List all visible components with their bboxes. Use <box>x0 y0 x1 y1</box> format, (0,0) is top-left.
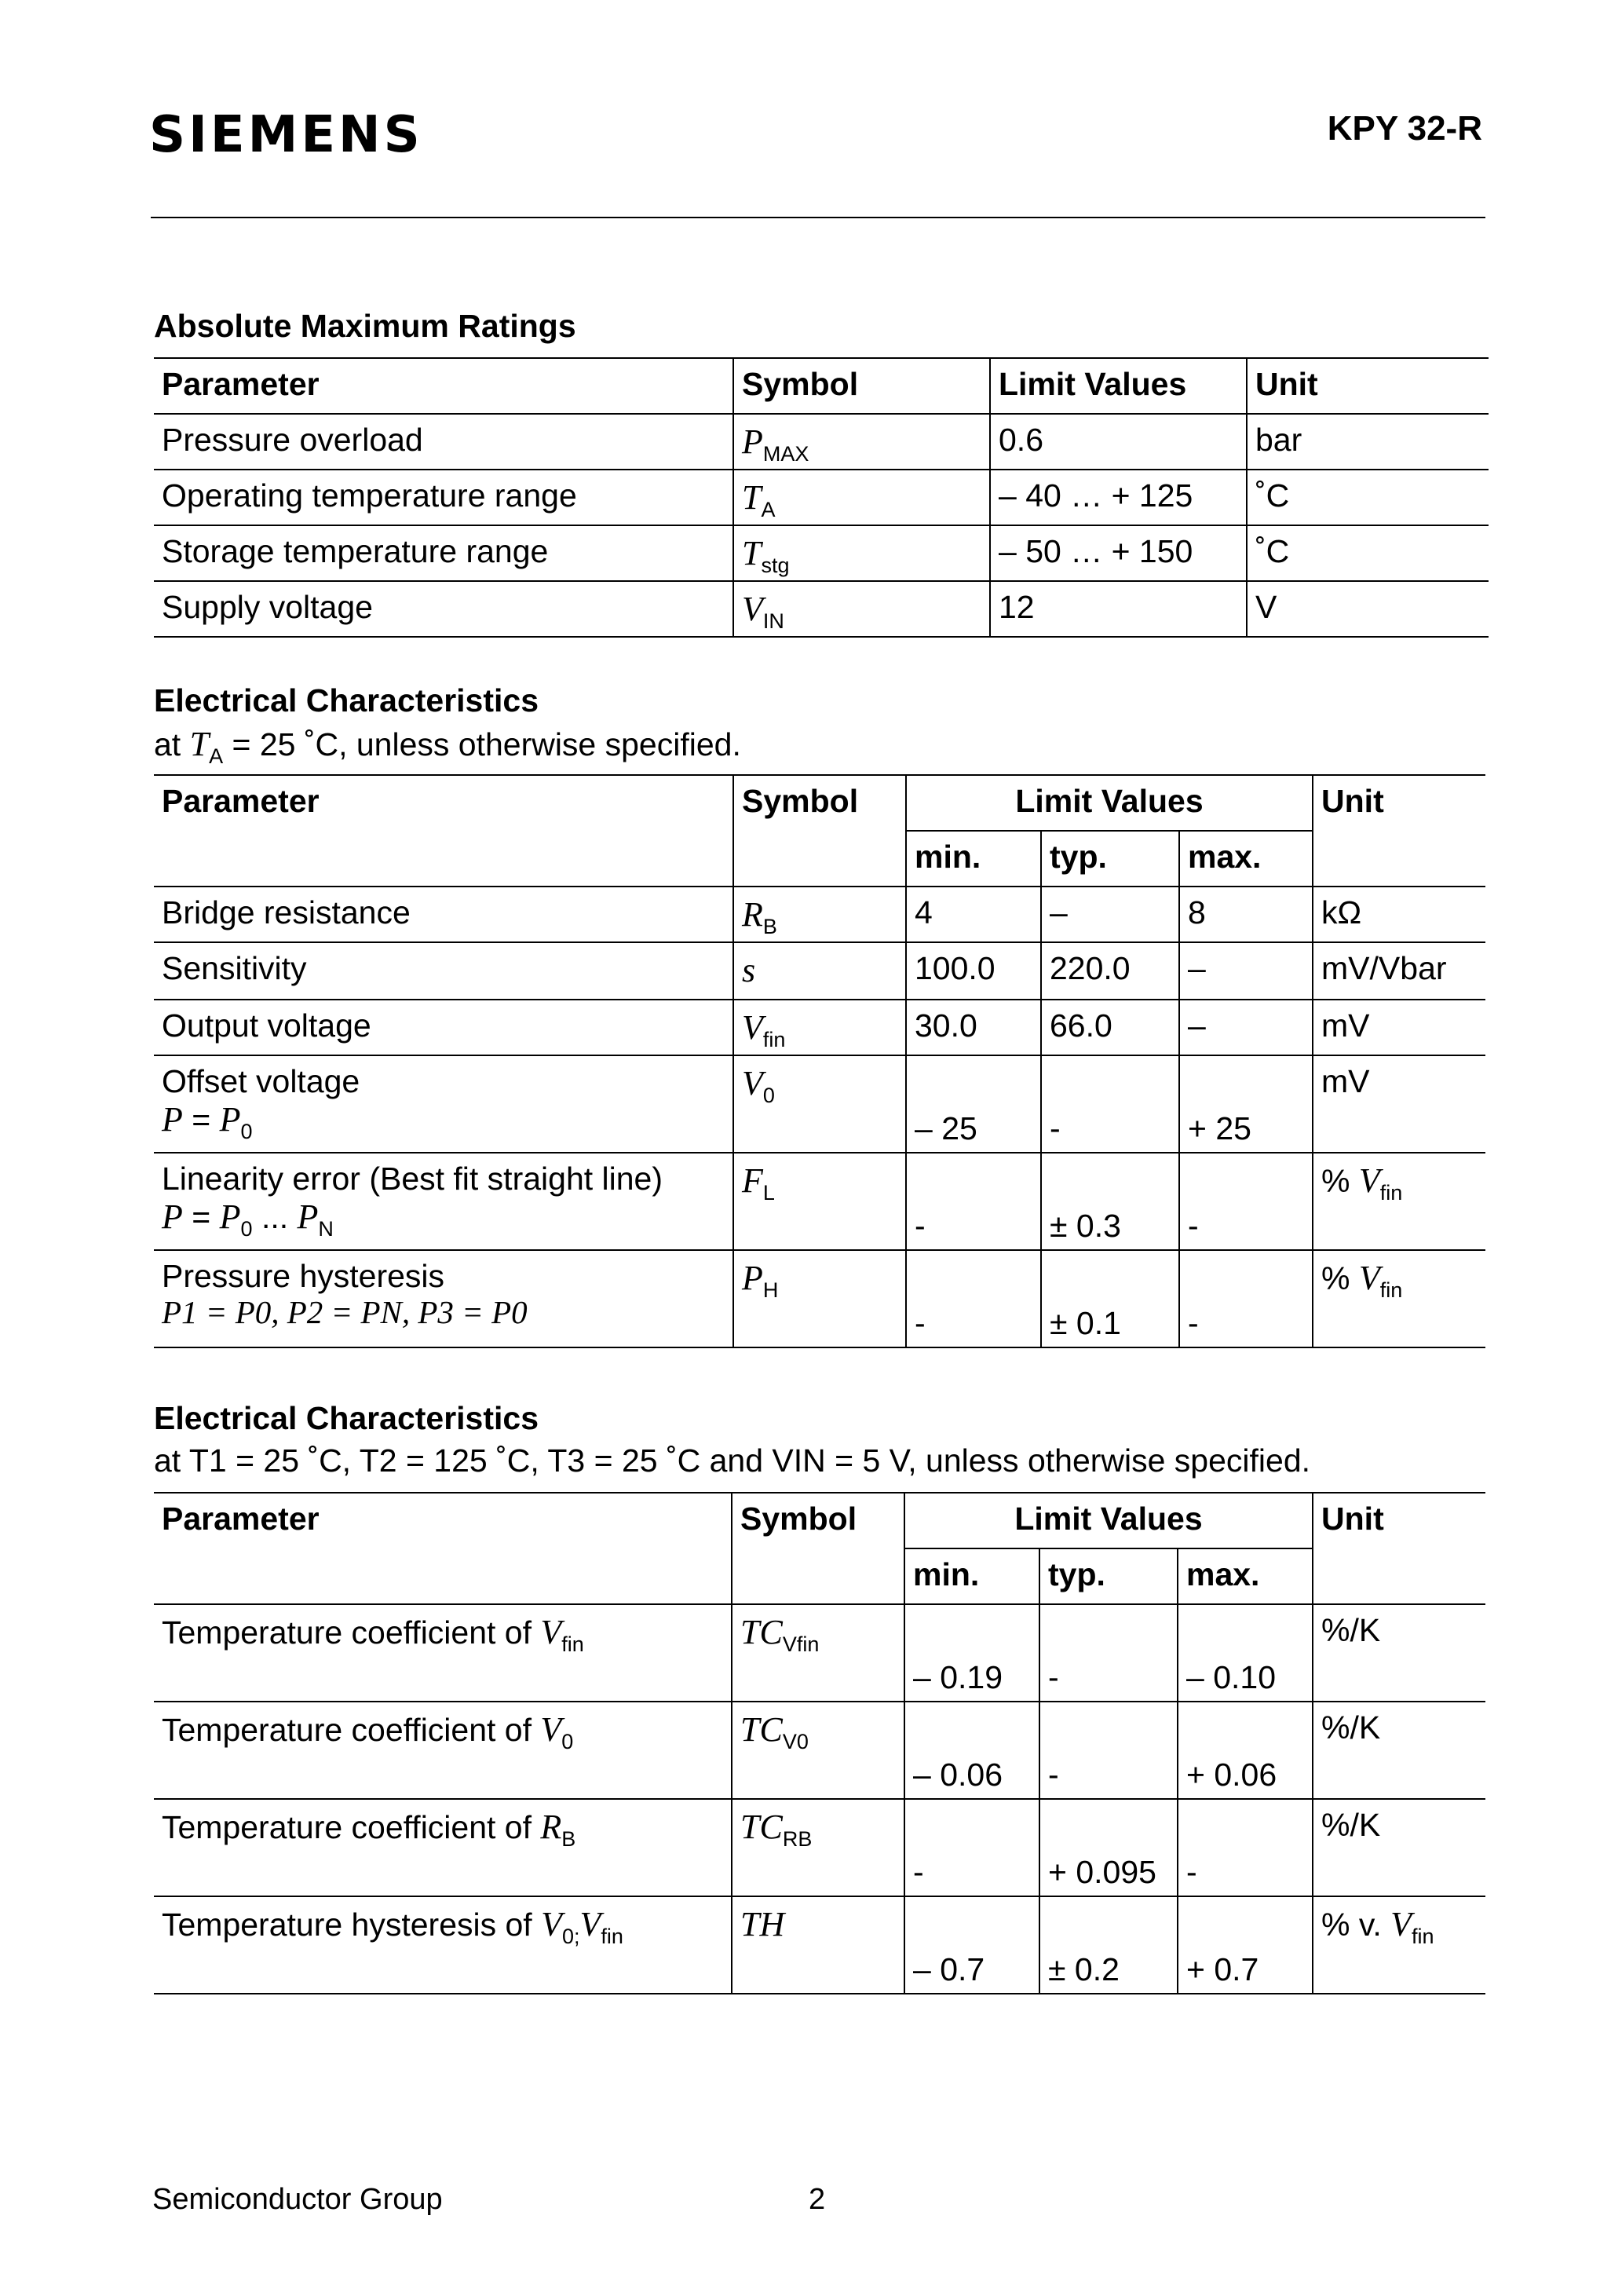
cond-eq: = <box>182 1198 220 1235</box>
table-row <box>154 414 1489 470</box>
cell-symbol <box>732 1702 904 1799</box>
cell-unit: ˚C <box>1247 470 1489 525</box>
parameter-sub: fin <box>601 1925 623 1948</box>
parameter-symbol: V <box>540 1613 562 1651</box>
cell-unit <box>1313 1250 1485 1347</box>
cell-min: – 0.7 <box>904 1896 1039 1994</box>
table-row <box>154 1702 1485 1799</box>
cell-max: + 0.7 <box>1178 1896 1313 1994</box>
parameter-symbol: R <box>540 1808 562 1846</box>
symbol-sub: RB <box>782 1827 813 1851</box>
parameter-condition <box>162 1099 725 1143</box>
cell-typ: 66.0 <box>1041 1000 1179 1055</box>
cell-parameter <box>154 1055 733 1153</box>
cell-min: - <box>906 1250 1041 1347</box>
col-unit-spacer <box>1313 1548 1485 1604</box>
table-row <box>154 1000 1485 1055</box>
cell-max: – <box>1179 1000 1313 1055</box>
unit-symbol: V <box>1390 1905 1412 1943</box>
cell-unit: %/K <box>1313 1604 1485 1702</box>
parameter-symbol: V <box>541 1905 562 1943</box>
parameter-condition: P1 = P0, P2 = PN, P3 = P0 <box>162 1293 528 1330</box>
cell-typ: – <box>1041 887 1179 942</box>
abs-max-table <box>154 357 1489 638</box>
footer-company: Semiconductor Group <box>152 2183 443 2216</box>
cell-max: + 25 <box>1179 1055 1313 1153</box>
symbol-main: V <box>742 1064 763 1102</box>
col-min: min. <box>904 1548 1039 1604</box>
cell-typ: 220.0 <box>1041 942 1179 1000</box>
table-row <box>154 942 1485 1000</box>
symbol-main: TH <box>740 1905 785 1943</box>
cell-symbol <box>733 1000 906 1055</box>
symbol-main: T <box>742 478 762 517</box>
cell-symbol <box>733 1055 906 1153</box>
symbol-sub: stg <box>761 554 790 577</box>
abs-max-header-row <box>154 358 1489 414</box>
col-typ: typ. <box>1039 1548 1178 1604</box>
parameter-name: Offset voltage <box>162 1063 360 1099</box>
abs-max-title: Absolute Maximum Ratings <box>154 308 576 344</box>
cell-unit <box>1313 1896 1485 1994</box>
cell-max: 8 <box>1179 887 1313 942</box>
cell-typ: ± 0.2 <box>1039 1896 1178 1994</box>
elec2-subheader-row <box>154 1548 1485 1604</box>
elec1-cond-symbol: T <box>189 725 210 763</box>
col-parameter-spacer <box>154 1548 732 1604</box>
cell-unit: mV <box>1313 1000 1485 1055</box>
col-limit-values: Limit Values <box>906 775 1313 831</box>
cond-symbol: P <box>219 1099 241 1139</box>
cell-parameter <box>154 1250 733 1347</box>
cell-typ: ± 0.3 <box>1041 1153 1179 1250</box>
cell-min: 4 <box>906 887 1041 942</box>
cell-parameter <box>154 1702 732 1799</box>
elec2-header-row <box>154 1493 1485 1548</box>
col-parameter: Parameter <box>154 775 733 831</box>
col-symbol: Symbol <box>732 1493 904 1548</box>
parameter-symbol: V <box>579 1905 601 1943</box>
symbol-main: s <box>742 951 756 989</box>
cell-min: – 25 <box>906 1055 1041 1153</box>
symbol-main: TC <box>740 1710 783 1749</box>
cell-symbol <box>732 1604 904 1702</box>
cond-symbol: P <box>162 1099 183 1139</box>
cell-min: – 0.19 <box>904 1604 1039 1702</box>
unit-sub: fin <box>1379 1278 1403 1302</box>
table-row <box>154 1896 1485 1994</box>
symbol-sub: L <box>762 1181 775 1205</box>
unit-symbol: V <box>1358 1161 1380 1200</box>
cond-symbol: P <box>297 1197 319 1236</box>
elec1-condition <box>154 725 741 768</box>
cell-min: 30.0 <box>906 1000 1041 1055</box>
col-min: min. <box>906 831 1041 887</box>
col-parameter-spacer <box>154 831 733 887</box>
table-row <box>154 581 1489 637</box>
elec1-cond-prefix: at <box>154 726 190 762</box>
page-number: 2 <box>809 2183 826 2216</box>
symbol-sub: H <box>762 1278 779 1302</box>
parameter-sub: B <box>561 1827 576 1851</box>
col-max: max. <box>1178 1548 1313 1604</box>
table-row <box>154 1799 1485 1896</box>
cell-parameter: Operating temperature range <box>154 470 733 525</box>
parameter-name: Temperature coefficient of <box>162 1809 541 1845</box>
cond-symbol: P <box>162 1197 183 1236</box>
elec2-table <box>154 1492 1485 1994</box>
symbol-main: F <box>742 1161 763 1200</box>
parameter-name: Temperature coefficient of <box>162 1712 541 1748</box>
parameter-name: Temperature hysteresis of <box>162 1907 542 1943</box>
header-rule <box>151 217 1485 218</box>
table-row <box>154 1153 1485 1250</box>
symbol-main: TC <box>740 1808 783 1846</box>
cell-max: – <box>1179 942 1313 1000</box>
cell-max: - <box>1179 1153 1313 1250</box>
siemens-logo: SIEMENS <box>149 106 423 164</box>
cell-parameter: Supply voltage <box>154 581 733 637</box>
table-row <box>154 1604 1485 1702</box>
unit-prefix: % <box>1321 1260 1359 1296</box>
cell-parameter <box>154 1604 732 1702</box>
cell-parameter <box>154 1896 732 1994</box>
parameter-symbol: V <box>540 1710 562 1749</box>
cell-typ: - <box>1041 1055 1179 1153</box>
cell-typ: - <box>1039 1604 1178 1702</box>
unit-symbol: V <box>1358 1259 1380 1297</box>
col-unit: Unit <box>1313 1493 1485 1548</box>
cell-symbol <box>733 1250 906 1347</box>
cell-value: 0.6 <box>990 414 1247 470</box>
cond-sub: 0 <box>240 1119 253 1143</box>
parameter-sub: 0 <box>561 1730 574 1753</box>
cell-symbol <box>733 887 906 942</box>
parameter-name: Pressure hysteresis <box>162 1258 445 1294</box>
cell-symbol <box>732 1896 904 1994</box>
symbol-sub: fin <box>762 1028 786 1051</box>
cell-value: – 50 … + 150 <box>990 525 1247 581</box>
col-unit-spacer <box>1313 831 1485 887</box>
col-max: max. <box>1179 831 1313 887</box>
symbol-main: T <box>742 534 762 572</box>
cell-symbol <box>733 525 990 581</box>
parameter-sub: fin <box>561 1632 584 1656</box>
symbol-main: P <box>742 1259 763 1297</box>
unit-prefix: % <box>1321 1163 1359 1199</box>
cell-unit: ˚C <box>1247 525 1489 581</box>
symbol-main: V <box>742 1008 763 1047</box>
cond-eq: = <box>182 1101 220 1138</box>
col-symbol-spacer <box>732 1548 904 1604</box>
part-number: KPY 32-R <box>1327 109 1482 148</box>
cell-parameter: Storage temperature range <box>154 525 733 581</box>
unit-sub: fin <box>1379 1181 1403 1205</box>
parameter-name: Temperature coefficient of <box>162 1614 541 1651</box>
parameter-name: Linearity error (Best fit straight line) <box>162 1161 663 1197</box>
cell-unit: %/K <box>1313 1702 1485 1799</box>
table-row <box>154 470 1489 525</box>
cell-symbol <box>733 581 990 637</box>
cell-symbol <box>733 1153 906 1250</box>
cell-parameter: Pressure overload <box>154 414 733 470</box>
unit-sub: fin <box>1412 1925 1434 1948</box>
symbol-sub: IN <box>762 609 784 633</box>
cell-parameter <box>154 1799 732 1896</box>
col-limit-values: Limit Values <box>990 358 1247 414</box>
elec1-cond-sub: A <box>209 744 224 768</box>
col-typ: typ. <box>1041 831 1179 887</box>
elec1-header-row <box>154 775 1485 831</box>
cell-unit: %/K <box>1313 1799 1485 1896</box>
cell-unit <box>1313 1153 1485 1250</box>
cell-typ: ± 0.1 <box>1041 1250 1179 1347</box>
elec2-condition: at T1 = 25 ˚C, T2 = 125 ˚C, T3 = 25 ˚C and VIN = 5 V, unless otherwise specified. <box>154 1442 1311 1479</box>
cell-value: – 40 … + 125 <box>990 470 1247 525</box>
symbol-sub: Vfin <box>782 1632 820 1656</box>
table-row <box>154 525 1489 581</box>
cell-symbol <box>733 414 990 470</box>
elec1-title: Electrical Characteristics <box>154 682 539 718</box>
col-unit: Unit <box>1313 775 1485 831</box>
cell-unit: V <box>1247 581 1489 637</box>
cell-symbol <box>733 942 906 1000</box>
col-symbol: Symbol <box>733 775 906 831</box>
col-symbol-spacer <box>733 831 906 887</box>
elec1-table <box>154 774 1485 1348</box>
cond-sub: N <box>318 1216 334 1241</box>
cell-max: - <box>1178 1799 1313 1896</box>
symbol-main: P <box>742 422 763 461</box>
cell-parameter: Bridge resistance <box>154 887 733 942</box>
col-parameter: Parameter <box>154 358 733 414</box>
cell-value: 12 <box>990 581 1247 637</box>
cell-parameter: Sensitivity <box>154 942 733 1000</box>
cell-min: – 0.06 <box>904 1702 1039 1799</box>
symbol-sub: V0 <box>782 1730 809 1753</box>
cell-typ: + 0.095 <box>1039 1799 1178 1896</box>
col-unit: Unit <box>1247 358 1489 414</box>
elec2-title: Electrical Characteristics <box>154 1400 539 1436</box>
elec1-subheader-row <box>154 831 1485 887</box>
cell-unit: mV <box>1313 1055 1485 1153</box>
cell-parameter: Output voltage <box>154 1000 733 1055</box>
unit-prefix: % v. <box>1321 1907 1391 1943</box>
cell-min: 100.0 <box>906 942 1041 1000</box>
cell-unit: bar <box>1247 414 1489 470</box>
cell-min: - <box>906 1153 1041 1250</box>
cond-sub: 0 <box>240 1216 253 1241</box>
symbol-sub: B <box>762 915 777 938</box>
parameter-condition <box>162 1197 725 1241</box>
elec1-cond-rest: = 25 ˚C, unless otherwise specified. <box>223 726 741 762</box>
cell-typ: - <box>1039 1702 1178 1799</box>
col-limit-values: Limit Values <box>904 1493 1313 1548</box>
cell-parameter <box>154 1153 733 1250</box>
col-symbol: Symbol <box>733 358 990 414</box>
symbol-main: TC <box>740 1613 783 1651</box>
symbol-sub: A <box>761 498 776 521</box>
cond-dots: ... <box>252 1198 298 1235</box>
table-row <box>154 1055 1485 1153</box>
cell-max: - <box>1179 1250 1313 1347</box>
cell-symbol <box>732 1799 904 1896</box>
symbol-sub: 0 <box>762 1084 775 1107</box>
cell-min: - <box>904 1799 1039 1896</box>
cell-symbol <box>733 470 990 525</box>
symbol-sub: MAX <box>762 442 809 466</box>
col-parameter: Parameter <box>154 1493 732 1548</box>
cell-unit: mV/Vbar <box>1313 942 1485 1000</box>
cond-symbol: P <box>219 1197 241 1236</box>
parameter-sub: 0; <box>561 1925 580 1948</box>
cell-unit: kΩ <box>1313 887 1485 942</box>
cell-max: – 0.10 <box>1178 1604 1313 1702</box>
symbol-main: V <box>742 590 763 628</box>
table-row <box>154 1250 1485 1347</box>
symbol-main: R <box>742 895 763 934</box>
cell-max: + 0.06 <box>1178 1702 1313 1799</box>
table-row <box>154 887 1485 942</box>
